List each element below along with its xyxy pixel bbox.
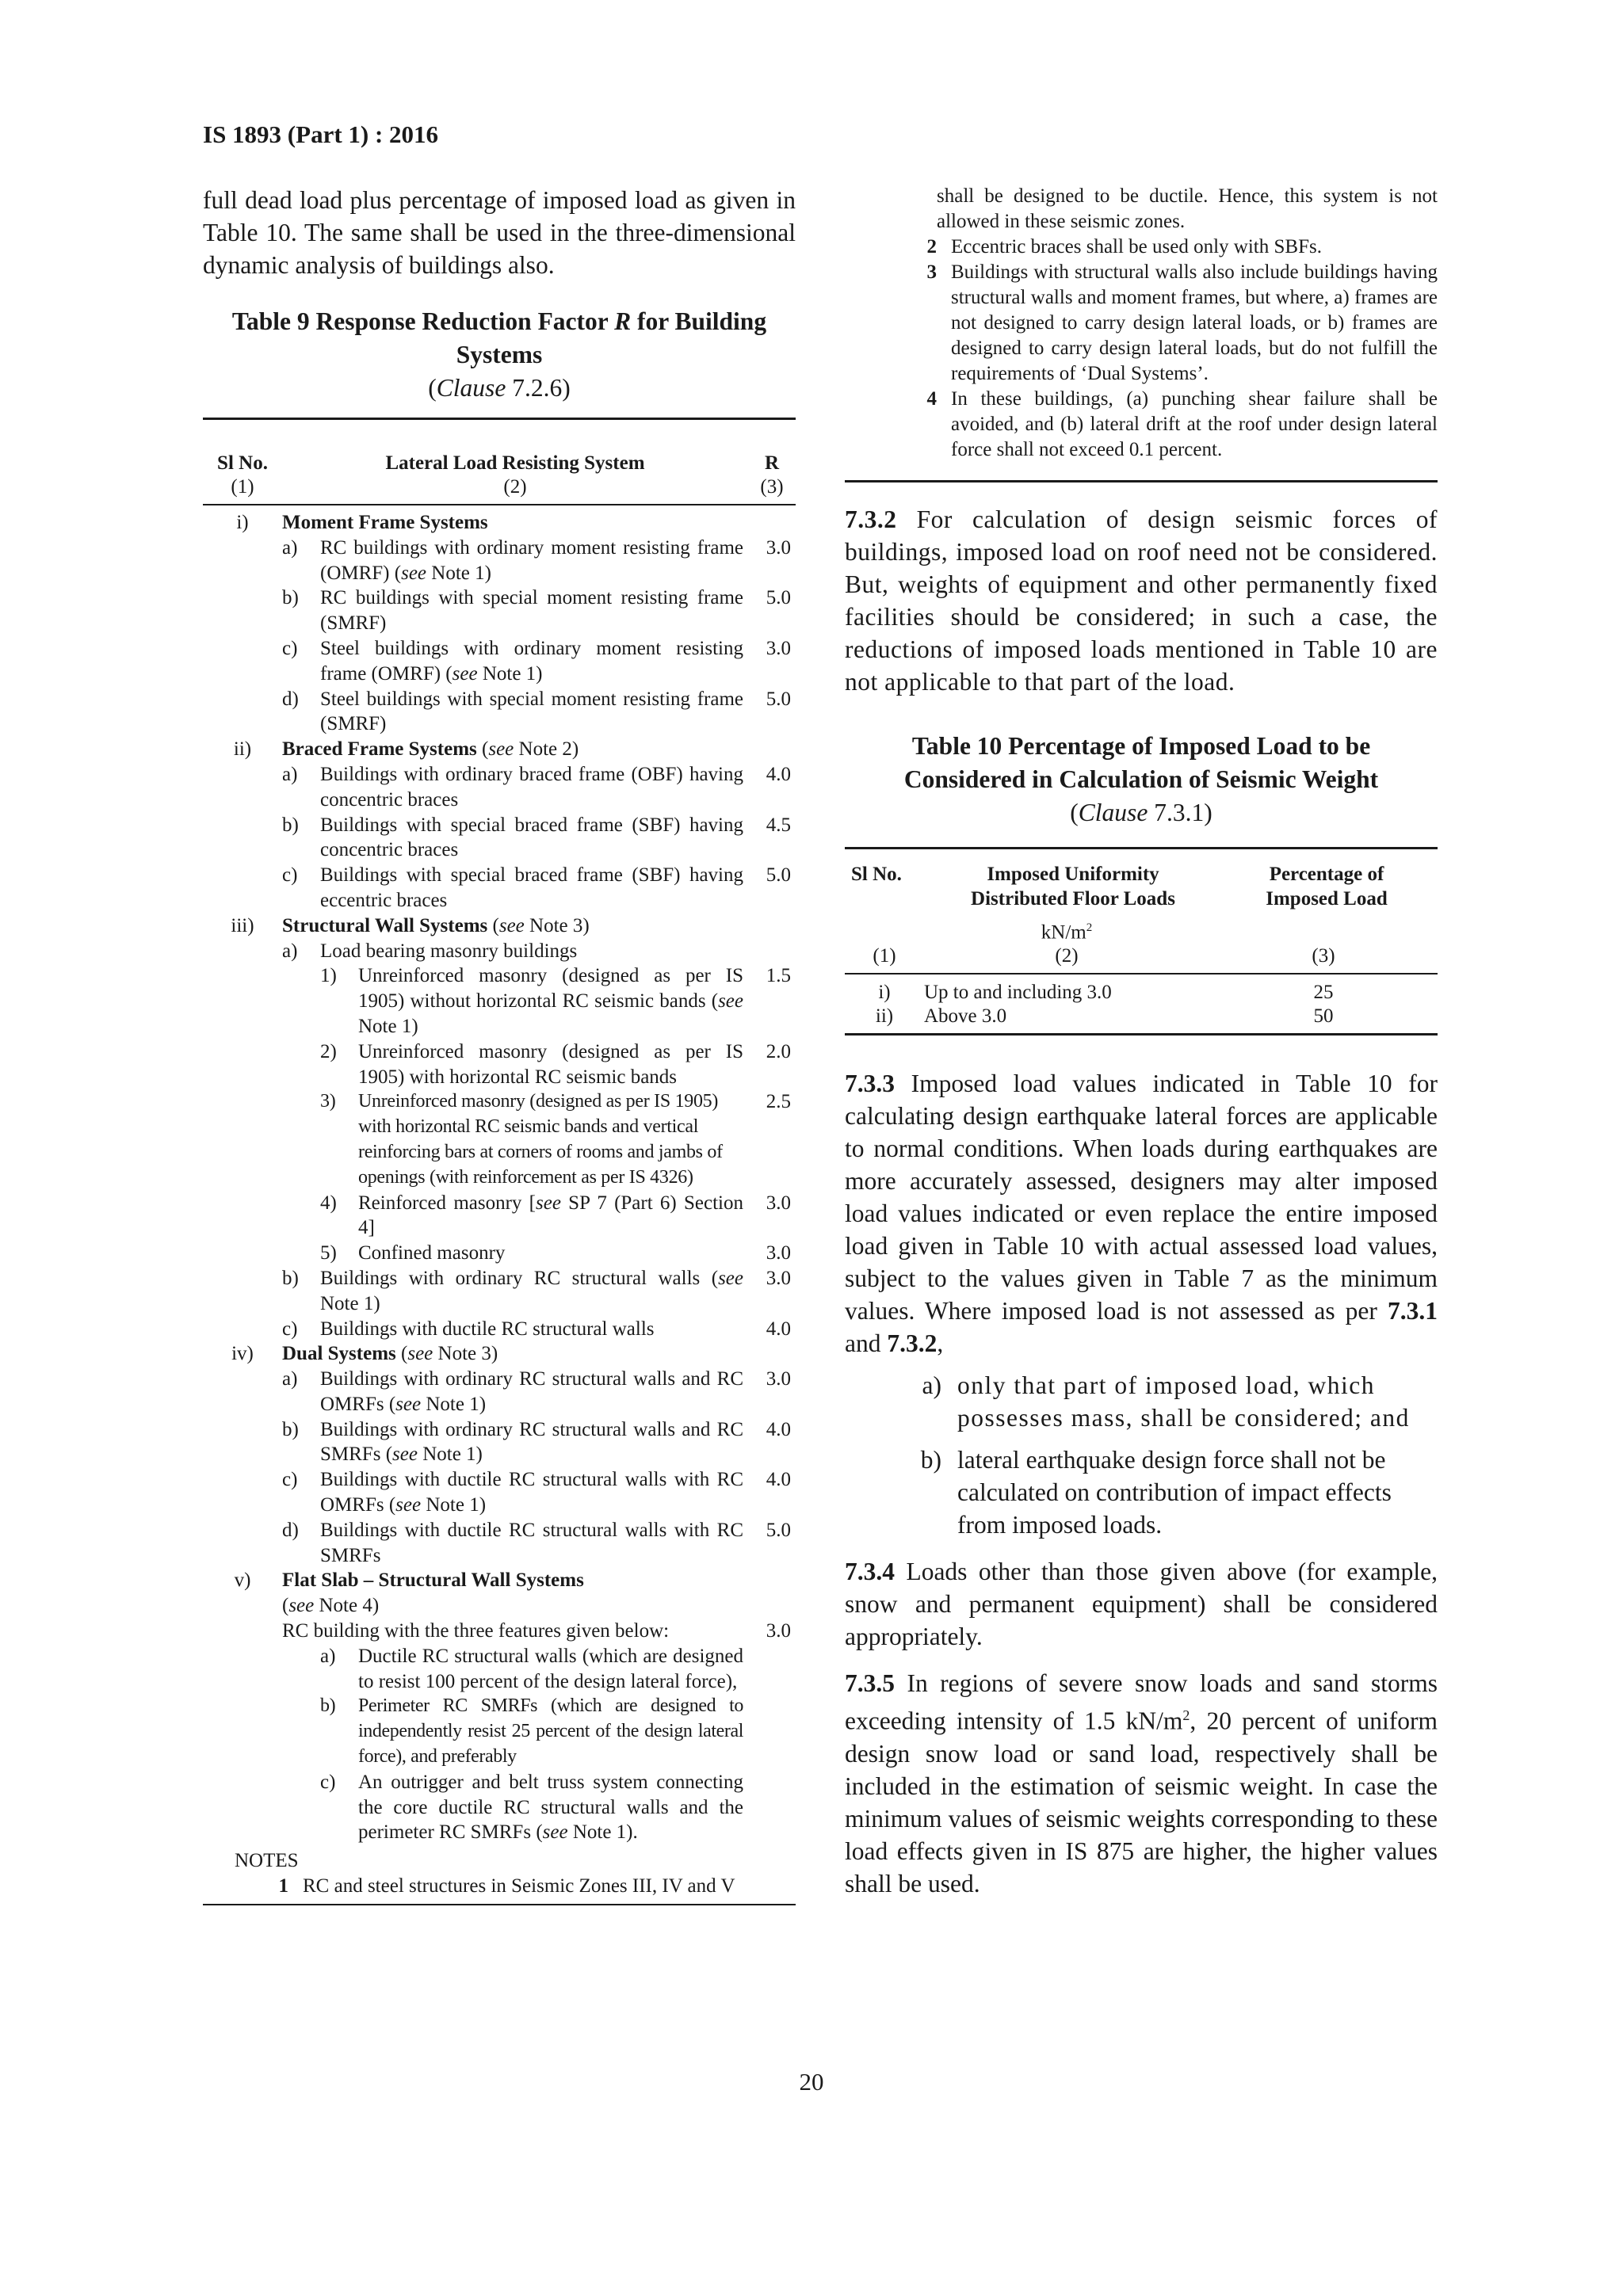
row-number: v)	[234, 1569, 251, 1592]
table-row	[203, 1039, 796, 1090]
table-row	[203, 1367, 796, 1417]
clause-text: For calculation of design seismic forces of buildings, imposed load on roof need not be considered. But, weights of equipment and other permanently fixed facilities should be considered; in such a case, the reductions of imposed loads mentioned in Table 10 are not applicable to that part of the load.	[845, 505, 1438, 696]
r-value: 4.0	[766, 1418, 791, 1440]
table-row	[203, 913, 796, 939]
item-text: Perimeter RC SMRFs (which are designed to independently resist 25 percent of the design lateral force), and preferably	[358, 1695, 743, 1768]
clause-7-3-5	[845, 1667, 1438, 1900]
list-item-a	[845, 1369, 1438, 1434]
table-row	[203, 1417, 796, 1468]
list-label: a)	[922, 1371, 941, 1400]
table-row	[203, 1770, 796, 1845]
section-title: Structural Wall Systems	[282, 914, 488, 936]
row-number: ii)	[875, 1005, 894, 1028]
table-row	[203, 1341, 796, 1367]
clause-number: 7.3.1	[1154, 799, 1205, 826]
item-text: Unreinforced masonry (designed as per IS 1905) without horizontal RC seismic bands (see Note 1)	[358, 965, 743, 1037]
item-label: 3)	[320, 1091, 336, 1112]
item-label: 4)	[320, 1192, 337, 1214]
r-value: 4.0	[766, 1318, 791, 1340]
row-number: iv)	[231, 1343, 254, 1365]
section-title: Braced Frame Systems	[282, 738, 477, 761]
item-label: a)	[282, 763, 298, 785]
clause-word: Clause	[436, 374, 506, 402]
table-row	[203, 863, 796, 913]
left-column	[203, 184, 796, 1905]
table-row	[203, 1619, 796, 1644]
r-value: 2.5	[766, 1091, 791, 1113]
table-9-title	[203, 305, 796, 372]
item-label: c)	[282, 637, 298, 659]
table-row	[203, 963, 796, 1039]
item-text: RC building with the three features given below:	[282, 1620, 670, 1642]
table-row	[203, 813, 796, 864]
clause-punctuation: ,	[937, 1329, 944, 1358]
t9-col3-head: R	[764, 452, 780, 474]
t10-col2-head-line2: Distributed Floor Loads	[971, 888, 1175, 910]
section-note: (see Note 2)	[482, 738, 579, 761]
item-label: c)	[282, 1469, 298, 1491]
clause-number: 7.3.3	[845, 1070, 895, 1098]
clause-reference: 7.3.2	[887, 1329, 938, 1358]
item-text: RC buildings with special moment resisting frame (SMRF)	[320, 587, 743, 635]
row-number: i)	[878, 982, 891, 1004]
r-value: 5.0	[766, 864, 791, 887]
item-text: Buildings with ductile RC structural walls with RC OMRFs (see Note 1)	[320, 1469, 743, 1516]
item-text: Buildings with special braced frame (SBF) having eccentric braces	[320, 864, 743, 911]
clause-word: Clause	[1078, 799, 1148, 826]
clause-number: 7.3.5	[845, 1669, 895, 1698]
table-9-body	[203, 505, 796, 1905]
item-text: Steel buildings with special moment resisting frame (SMRF)	[320, 688, 743, 735]
t10-col2-head-line1: Imposed Uniformity	[987, 864, 1159, 885]
note-text: shall be designed to be ductile. Hence, this system is not allowed in these seismic zones.	[937, 185, 1438, 232]
table-row	[203, 585, 796, 636]
table-row	[845, 1005, 1438, 1028]
r-value: 3.0	[766, 637, 791, 659]
table-9-title-text: Table 9 Response Reduction Factor R for Building Systems	[231, 307, 767, 368]
intro-paragraph: full dead load plus percentage of imposed load as given in Table 10. The same shall be used in the three-dimensional dynamic analysis of buildings also.	[203, 186, 796, 279]
item-label: b)	[282, 587, 299, 609]
item-label: b)	[282, 814, 299, 836]
item-label: a)	[282, 1368, 298, 1390]
item-label: a)	[282, 536, 298, 559]
clause-text-and: and	[845, 1329, 881, 1358]
table-row	[203, 1568, 796, 1593]
note-number: 4	[926, 388, 937, 410]
table-10-header	[845, 847, 1438, 911]
note-number: 1	[278, 1875, 288, 1897]
item-label: b)	[282, 1418, 299, 1440]
item-text: RC buildings with ordinary moment resisting frame (OMRF) (see Note 1)	[320, 536, 743, 584]
table-row	[203, 1593, 796, 1619]
note-4	[845, 387, 1438, 463]
table-row	[203, 1241, 796, 1266]
table-row	[845, 981, 1438, 1005]
item-label: a)	[282, 940, 298, 962]
table-10	[845, 847, 1438, 1035]
list-label: b)	[920, 1446, 941, 1474]
item-label: a)	[320, 1645, 336, 1667]
t10-col2-head	[930, 862, 1216, 911]
unit-superscript: 2	[1086, 921, 1093, 934]
clause-text: Imposed load values indicated in Table 10 for calculating design earthquake lateral forces are applicable to normal conditions. When loads during earthquakes are more accurately assessed, designers may alter imposed load values indicated or even replace the entire imposed load given in Table 10 with actual assessed load values, subject to the values given in Table 7 as the minimum values. Where imposed load is not assessed as per	[845, 1070, 1438, 1325]
clause-number: 7.3.2	[845, 505, 897, 533]
table-row	[203, 1644, 796, 1695]
t10-col3-head-line1: Percentage of	[1269, 864, 1384, 885]
clause-reference: 7.3.1	[1388, 1297, 1438, 1325]
item-label: c)	[282, 864, 298, 887]
superscript: 2	[1182, 1707, 1190, 1724]
item-text: Buildings with ductile RC structural walls with RC SMRFs	[320, 1519, 743, 1566]
note-text: Eccentric braces shall be used only with SBFs.	[951, 236, 1322, 257]
section-note: (see Note 3)	[401, 1343, 498, 1365]
row-number: iii)	[231, 914, 254, 936]
table-9-bottom-rule	[845, 480, 1438, 482]
table-row	[203, 1467, 796, 1518]
table-10-clause: (Clause 7.3.1)	[1070, 799, 1212, 826]
item-text: Buildings with special braced frame (SBF) having concentric braces	[320, 814, 743, 861]
t9-col1-num: (1)	[231, 476, 254, 498]
item-text: Steel buildings with ordinary moment resisting frame (OMRF) (see Note 1)	[320, 637, 743, 685]
t9-col3-num: (3)	[760, 476, 784, 498]
item-text: Buildings with ordinary RC structural walls (see Note 1)	[320, 1267, 743, 1314]
table-10-subheader	[845, 911, 1438, 974]
t10-col3-num: (3)	[1312, 945, 1335, 967]
list-item-b	[845, 1444, 1438, 1541]
item-label: c)	[282, 1318, 298, 1340]
item-text: Buildings with ordinary RC structural walls and RC OMRFs (see Note 1)	[320, 1368, 743, 1415]
item-label: d)	[282, 1519, 299, 1541]
note-text: RC and steel structures in Seismic Zones III, IV and V	[303, 1875, 735, 1897]
section-note: (see Note 4)	[282, 1595, 380, 1617]
table-9-clause: (Clause 7.2.6)	[428, 374, 571, 402]
section-title: Flat Slab – Structural Wall Systems	[282, 1569, 584, 1592]
table-row	[203, 636, 796, 687]
note-1	[203, 1874, 796, 1899]
t10-col1-num: (1)	[873, 945, 896, 967]
table-row	[203, 510, 796, 536]
note-text: Buildings with structural walls also include buildings having structural walls and moment frames, but where, a) frames are not designed to carry design lateral loads, or b) frames are designed to carry design lateral loads, but do not fulfill the requirements of ‘Dual Systems’.	[951, 261, 1438, 384]
r-value: 5.0	[766, 1519, 791, 1541]
item-text: Ductile RC structural walls (which are designed to resist 100 percent of the design lateral force),	[358, 1645, 743, 1692]
note-3	[845, 260, 1438, 387]
item-text: Confined masonry	[358, 1242, 506, 1264]
t10-unit	[924, 916, 1209, 944]
item-text: An outrigger and belt truss system connecting the core ductile RC structural walls and the perimeter RC SMRFs (see Note 1).	[358, 1771, 743, 1844]
item-label: b)	[320, 1695, 336, 1717]
t9-col1-head: Sl No.	[217, 452, 268, 474]
r-value: 3.0	[766, 1620, 791, 1642]
row-load: Above 3.0	[924, 1005, 1007, 1028]
table-row	[203, 939, 796, 964]
t10-col3-head	[1216, 862, 1438, 911]
t10-col1-head: Sl No.	[851, 864, 902, 885]
table-row	[203, 1266, 796, 1317]
r-value: 3.0	[766, 1242, 791, 1264]
item-text: Unreinforced masonry (designed as per IS 1905) with horizontal RC seismic bands and vertical reinforcing bars at corners of rooms and jambs of openings (with reinforcement as per IS 4326)	[358, 1091, 723, 1188]
row-number: ii)	[233, 738, 252, 761]
item-text: Buildings with ordinary RC structural walls and RC SMRFs (see Note 1)	[320, 1418, 743, 1466]
r-value: 4.0	[766, 1469, 791, 1491]
item-text: Load bearing masonry buildings	[320, 940, 578, 962]
r-value: 2.0	[766, 1040, 791, 1062]
clause-7-3-2	[845, 503, 1438, 698]
item-label: d)	[282, 688, 299, 710]
item-label: b)	[282, 1267, 299, 1289]
row-load: Up to and including 3.0	[924, 982, 1112, 1004]
item-text: Reinforced masonry [see SP 7 (Part 6) Section 4]	[358, 1192, 743, 1239]
table-row	[203, 687, 796, 738]
note-2	[845, 235, 1438, 260]
note-number: 2	[926, 236, 937, 257]
row-percentage: 25	[1313, 982, 1334, 1004]
item-text: Buildings with ductile RC structural walls	[320, 1318, 655, 1340]
table-row	[203, 536, 796, 586]
r-value: 4.0	[766, 763, 791, 785]
page-number: 20	[799, 2068, 824, 2096]
item-label: 2)	[320, 1040, 337, 1062]
table-10-title-line-2: Considered in Calculation of Seismic Weight	[903, 765, 1379, 793]
t9-col2-head: Lateral Load Resisting System	[385, 452, 645, 474]
r-value: 3.0	[766, 536, 791, 559]
row-percentage: 50	[1313, 1005, 1334, 1028]
note-text: In these buildings, (a) punching shear failure shall be avoided, and (b) lateral drift at the roof under design lateral force shall not exceed 0.1 percent.	[951, 388, 1438, 460]
item-text: Unreinforced masonry (designed as per IS 1905) with horizontal RC seismic bands	[358, 1040, 743, 1088]
section-note: (see Note 3)	[492, 914, 590, 936]
clause-7-3-3	[845, 1067, 1438, 1360]
item-text: Buildings with ordinary braced frame (OBF) having concentric braces	[320, 763, 743, 810]
clause-text: Loads other than those given above (for example, snow and permanent equipment) shall be considered appropriately.	[845, 1558, 1438, 1651]
right-column	[845, 184, 1438, 1900]
note-number: 3	[926, 261, 937, 283]
clause-text-continued: , 20 percent of uniform design snow load or sand load, respectively shall be included in the estimation of seismic weight. In case the minimum values of seismic weights corresponding to these load effects given in IS 875 are higher, the higher values shall be used.	[845, 1707, 1438, 1897]
table-row	[203, 1694, 796, 1769]
table-9-header	[203, 420, 796, 505]
clause-text: In regions of severe snow loads and sand storms exceeding intensity of 1.5 kN/m	[845, 1669, 1438, 1735]
note-1-continued	[845, 184, 1438, 235]
r-value: 5.0	[766, 688, 791, 710]
table-9	[203, 420, 796, 1905]
table-row	[203, 762, 796, 813]
t10-col3-head-line2: Imposed Load	[1266, 888, 1388, 910]
r-value: 3.0	[766, 1267, 791, 1289]
table-10-body	[845, 974, 1438, 1035]
list-text: lateral earthquake design force shall not be calculated on contribution of impact effects from imposed loads.	[957, 1446, 1392, 1539]
section-title: Dual Systems	[282, 1343, 396, 1365]
table-10-title-line-1: Table 10 Percentage of Imposed Load to be	[911, 732, 1371, 760]
r-value: 4.5	[766, 814, 791, 836]
table-row	[203, 1089, 796, 1190]
item-label: c)	[320, 1771, 336, 1793]
r-value: 1.5	[766, 965, 791, 987]
clause-number: 7.2.6	[512, 374, 563, 402]
item-label: 1)	[320, 965, 337, 987]
item-label: 5)	[320, 1242, 337, 1264]
t10-col2-num: (2)	[1055, 945, 1079, 967]
list-text: only that part of imposed load, which possesses mass, shall be considered; and	[957, 1371, 1410, 1432]
unit-text: kN/m	[1041, 921, 1086, 944]
t9-col2-num: (2)	[503, 476, 527, 498]
clause-7-3-4	[845, 1555, 1438, 1653]
r-value: 3.0	[766, 1368, 791, 1390]
section-title: Moment Frame Systems	[282, 512, 488, 533]
table-row	[203, 737, 796, 762]
document-header: IS 1893 (Part 1) : 2016	[203, 120, 439, 148]
table-row	[203, 1518, 796, 1569]
r-value: 3.0	[766, 1192, 791, 1214]
notes-heading: NOTES	[235, 1850, 299, 1872]
table-row	[203, 1317, 796, 1342]
r-value: 5.0	[766, 587, 791, 609]
clause-number: 7.3.4	[845, 1558, 895, 1586]
table-row	[203, 1191, 796, 1241]
row-number: i)	[236, 512, 249, 533]
